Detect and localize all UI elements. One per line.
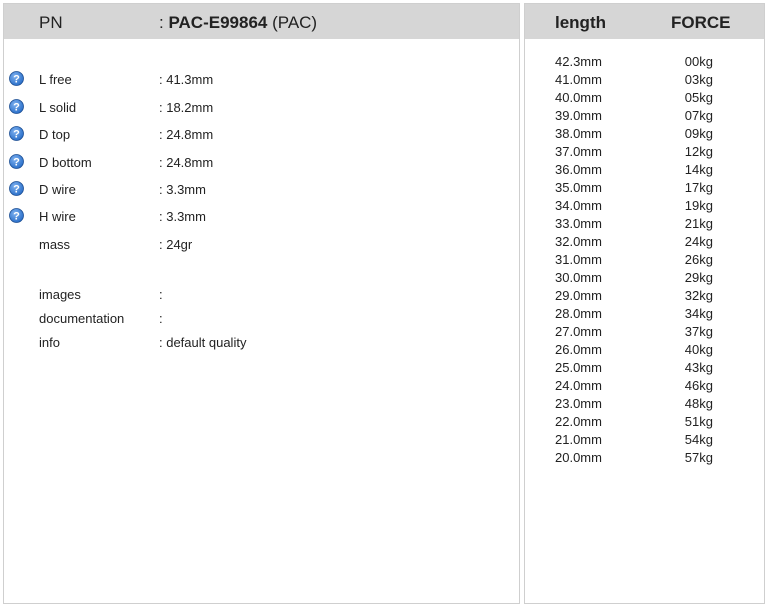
spec-label: D bottom [39, 155, 92, 170]
extra-row [4, 285, 519, 305]
force-table-row [525, 180, 764, 198]
force-table-row [525, 90, 764, 108]
length-cell: 21.0mm [555, 432, 602, 447]
spec-row [4, 153, 519, 173]
extra-row [4, 333, 519, 353]
spec-label: D top [39, 127, 71, 142]
spec-label: D wire [39, 182, 76, 197]
length-cell: 42.3mm [555, 54, 602, 69]
spring-details-panel [3, 3, 520, 604]
length-cell: 37.0mm [555, 144, 602, 159]
force-table-row [525, 324, 764, 342]
pn-label: PN [39, 13, 63, 32]
length-cell: 36.0mm [555, 162, 602, 177]
length-cell: 31.0mm [555, 252, 602, 267]
force-cell: 37kg [684, 324, 713, 339]
length-cell: 28.0mm [555, 306, 602, 321]
help-icon[interactable] [9, 181, 24, 196]
length-cell: 22.0mm [555, 414, 602, 429]
force-cell: 24kg [684, 234, 713, 249]
length-cell: 34.0mm [555, 198, 602, 213]
spec-label: L solid [39, 100, 77, 115]
length-cell: 23.0mm [555, 396, 602, 411]
spec-label: L free [39, 72, 72, 87]
help-icon[interactable] [9, 71, 24, 86]
force-cell: 00kg [684, 54, 713, 69]
svg-text:?: ? [13, 101, 20, 114]
force-cell: 17kg [684, 180, 713, 195]
force-cell: 05kg [684, 90, 713, 105]
pn-prefix: : [159, 13, 169, 32]
extra-label: documentation [39, 311, 125, 326]
length-cell: 29.0mm [555, 288, 602, 303]
length-cell: 27.0mm [555, 324, 602, 339]
pn-brand: (PAC) [267, 13, 318, 32]
force-cell: 26kg [684, 252, 713, 267]
length-cell: 40.0mm [555, 90, 602, 105]
force-table-row [525, 198, 764, 216]
force-cell: 48kg [684, 396, 713, 411]
force-cell: 40kg [684, 342, 713, 357]
force-table-row [525, 450, 764, 468]
spec-value: : 24.8mm [159, 127, 214, 142]
force-cell: 54kg [684, 432, 713, 447]
force-cell: 34kg [684, 306, 713, 321]
force-table-row [525, 288, 764, 306]
length-cell: 26.0mm [555, 342, 602, 357]
force-table-row [525, 108, 764, 126]
force-table-row [525, 306, 764, 324]
force-table-row [525, 378, 764, 396]
help-icon[interactable] [9, 99, 24, 114]
force-cell: 57kg [684, 450, 713, 465]
force-table-header [525, 4, 764, 39]
extra-value: : default quality [159, 335, 247, 350]
force-table-row [525, 270, 764, 288]
force-cell: 32kg [684, 288, 713, 303]
svg-text:?: ? [13, 210, 20, 223]
spec-value: : 3.3mm [159, 209, 206, 224]
force-table-row [525, 162, 764, 180]
force-cell: 09kg [684, 126, 713, 141]
force-table-row [525, 252, 764, 270]
force-table-row [525, 360, 764, 378]
svg-text:?: ? [13, 183, 20, 196]
force-cell: 21kg [684, 216, 713, 231]
force-table-row [525, 342, 764, 360]
force-column-header: FORCE [671, 13, 731, 32]
force-table-row [525, 216, 764, 234]
spec-value: : 24.8mm [159, 155, 214, 170]
spec-value: : 41.3mm [159, 72, 214, 87]
help-icon[interactable] [9, 208, 24, 223]
force-cell: 14kg [684, 162, 713, 177]
force-cell: 46kg [684, 378, 713, 393]
length-cell: 32.0mm [555, 234, 602, 249]
length-cell: 33.0mm [555, 216, 602, 231]
length-cell: 41.0mm [555, 72, 602, 87]
details-header [4, 4, 519, 39]
length-cell: 35.0mm [555, 180, 602, 195]
force-cell: 29kg [684, 270, 713, 285]
pn-value [159, 13, 317, 33]
length-cell: 39.0mm [555, 108, 602, 123]
extra-label: images [39, 287, 81, 302]
spec-label: mass [39, 237, 71, 252]
force-cell: 07kg [684, 108, 713, 123]
extra-row [4, 309, 519, 329]
spec-row [4, 70, 519, 90]
spec-row [4, 207, 519, 227]
help-icon[interactable] [9, 126, 24, 141]
spec-row [4, 235, 519, 255]
force-table-row [525, 432, 764, 450]
length-cell: 38.0mm [555, 126, 602, 141]
force-table-row [525, 126, 764, 144]
spec-value: : 18.2mm [159, 100, 214, 115]
spec-value: : 24gr [159, 237, 193, 252]
force-cell: 12kg [684, 144, 713, 159]
spec-value: : 3.3mm [159, 182, 206, 197]
help-icon[interactable] [9, 154, 24, 169]
force-table-row [525, 144, 764, 162]
force-cell: 51kg [684, 414, 713, 429]
svg-text:?: ? [13, 128, 20, 141]
force-table-row [525, 396, 764, 414]
force-cell: 43kg [684, 360, 713, 375]
extra-value: : [159, 311, 163, 326]
force-table-row [525, 72, 764, 90]
force-cell: 19kg [684, 198, 713, 213]
spec-label: H wire [39, 209, 76, 224]
length-cell: 24.0mm [555, 378, 602, 393]
length-cell: 20.0mm [555, 450, 602, 465]
force-table-panel [524, 3, 765, 604]
extra-value: : [159, 287, 163, 302]
pn-code: PAC-E99864 [168, 13, 268, 32]
spec-row [4, 125, 519, 145]
svg-text:?: ? [13, 156, 20, 169]
length-cell: 25.0mm [555, 360, 602, 375]
force-table-row [525, 414, 764, 432]
extra-label: info [39, 335, 60, 350]
length-column-header: length [555, 13, 606, 32]
force-cell: 03kg [684, 72, 713, 87]
length-cell: 30.0mm [555, 270, 602, 285]
force-table-row [525, 234, 764, 252]
spec-row [4, 98, 519, 118]
svg-text:?: ? [13, 73, 20, 86]
force-table-row [525, 54, 764, 72]
spec-row [4, 180, 519, 200]
